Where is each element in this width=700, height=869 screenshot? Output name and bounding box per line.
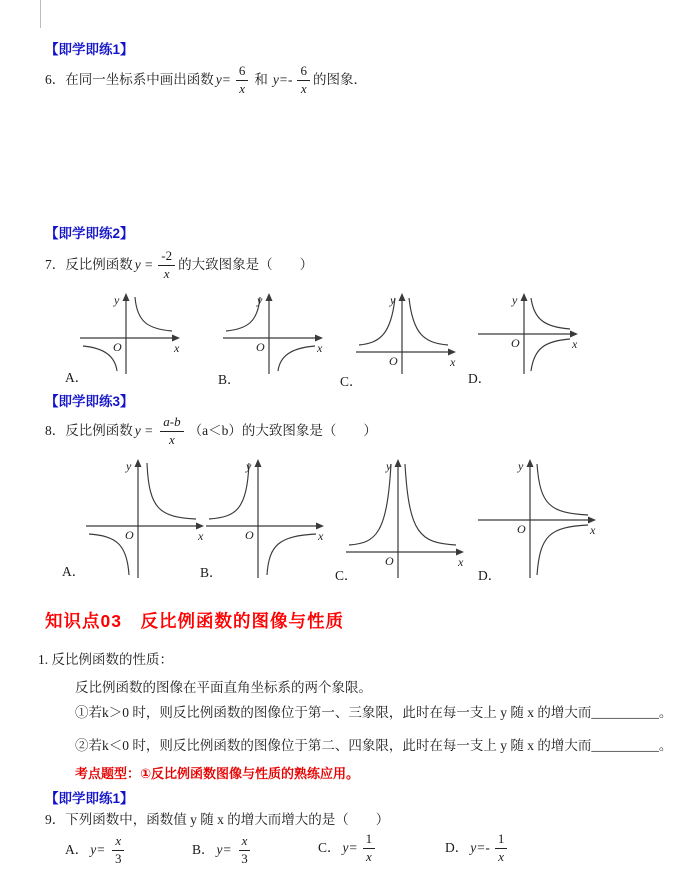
q9-d-label: D． xyxy=(445,839,469,855)
q6-number: 6． xyxy=(45,71,66,87)
kp-line-4: ②若k＜0 时，则反比例函数的图像位于第二、四象限，此时在每一支上 y 随 x 的增大而__________。 xyxy=(75,738,673,753)
q8-option-d-label: D． xyxy=(478,568,502,583)
q7-option-a-label: A． xyxy=(65,370,89,385)
q8-text-2: （a＜b）的大致图象是（ ） xyxy=(188,422,377,438)
q8-frac-numerator: a-b xyxy=(160,415,183,431)
q9-c-numerator: 1 xyxy=(363,832,376,848)
q6-var-1: y= xyxy=(215,71,231,87)
svg-text:x: x xyxy=(174,341,180,355)
kp-line-2: 反比例函数的图像在平面直角坐标系的两个象限。 xyxy=(75,680,372,695)
q8-text-1: 反比例函数 xyxy=(65,422,133,438)
q9-b-fraction xyxy=(237,834,253,866)
q6-text-2: 和 xyxy=(254,71,268,87)
svg-text:x: x xyxy=(198,529,204,543)
q8-frac-denominator: x xyxy=(169,431,175,447)
q6-text-1: 在同一坐标系中画出函数 xyxy=(65,71,214,87)
q8-option-a-label: A． xyxy=(62,564,86,579)
knowledge-point-title: 知识点03 反比例函数的图像与性质 xyxy=(45,611,344,631)
svg-text:x: x xyxy=(458,555,464,569)
svg-text:O: O xyxy=(517,522,526,536)
q9-a-fraction xyxy=(110,834,126,866)
svg-text:O: O xyxy=(511,336,520,350)
svg-text:O: O xyxy=(125,528,134,542)
svg-text:y: y xyxy=(114,293,120,307)
q7-frac-denominator: x xyxy=(163,265,170,281)
q6-fraction-1 xyxy=(236,64,249,96)
q7-option-b-label: B． xyxy=(218,372,241,387)
svg-text:x: x xyxy=(590,523,596,537)
page-margin-artifact xyxy=(40,0,41,28)
q9-d-var: y=- xyxy=(470,839,490,855)
q7-graph-a xyxy=(72,288,184,376)
svg-text:y: y xyxy=(246,459,252,473)
svg-text:O: O xyxy=(113,340,122,354)
q9-option-c xyxy=(318,830,378,866)
q8-number: 8． xyxy=(45,422,66,438)
practice-header-1: 【即学即练1】 xyxy=(45,42,134,57)
q9-option-d xyxy=(445,830,510,866)
svg-text:O: O xyxy=(385,554,394,568)
practice-header-4: 【即学即练1】 xyxy=(45,791,134,806)
q9-b-label: B． xyxy=(192,841,215,857)
kp-exam-type-line: 考点题型：①反比例函数图像与性质的熟练应用。 xyxy=(75,766,360,781)
svg-text:x: x xyxy=(450,355,456,369)
q9-b-numerator: x xyxy=(239,834,251,850)
q7-var: y = xyxy=(134,256,154,272)
q8-option-c-label: C． xyxy=(335,568,358,583)
svg-text:x: x xyxy=(317,341,323,355)
q9-a-label: A． xyxy=(65,841,89,857)
q7-text-2: 的大致图象是（ ） xyxy=(178,256,314,272)
q9-a-var: y= xyxy=(90,841,106,857)
svg-text:x: x xyxy=(318,529,324,543)
q7-option-c-label: C． xyxy=(340,374,363,389)
q9-c-var: y= xyxy=(342,839,358,855)
q8-option-b-label: B． xyxy=(200,565,223,580)
q9-c-denominator: x xyxy=(365,848,372,864)
svg-text:y: y xyxy=(386,459,392,473)
svg-text:O: O xyxy=(245,528,254,542)
q7-option-d-label: D． xyxy=(468,371,492,386)
q9-b-var: y= xyxy=(216,841,232,857)
q9-a-denominator: 3 xyxy=(115,850,122,866)
q9-text: 下列函数中，函数值 y 随 x 的增大而增大的是（ ） xyxy=(65,812,390,827)
q7-number: 7． xyxy=(45,256,66,272)
q7-graph-b xyxy=(215,288,327,376)
q9-option-b xyxy=(192,832,255,868)
svg-text:y: y xyxy=(126,459,132,473)
q9-c-fraction xyxy=(363,832,376,864)
q8-graph-d xyxy=(472,452,600,580)
svg-text:y: y xyxy=(518,459,524,473)
q9-d-numerator: 1 xyxy=(495,832,508,848)
question-7 xyxy=(45,244,313,286)
q6-frac1-numerator: 6 xyxy=(236,64,249,80)
practice-header-3: 【即学即练3】 xyxy=(45,394,134,409)
svg-text:O: O xyxy=(389,354,398,368)
kp-line-3: ①若k＞0 时，则反比例函数的图像位于第一、三象限，此时在每一支上 y 随 x 的增大而__________。 xyxy=(75,705,673,720)
svg-text:x: x xyxy=(572,337,578,351)
svg-text:y: y xyxy=(257,293,263,307)
q6-text-3: 的图象． xyxy=(312,71,367,87)
q6-frac1-denominator: x xyxy=(239,80,245,96)
q8-graph-c xyxy=(340,452,468,580)
q9-number: 9． xyxy=(45,812,66,827)
q8-fraction xyxy=(158,415,185,447)
practice-header-2: 【即学即练2】 xyxy=(45,226,134,241)
q6-frac2-numerator: 6 xyxy=(297,64,310,80)
q7-frac-numerator: -2 xyxy=(158,249,175,265)
svg-text:y: y xyxy=(512,293,518,307)
q9-a-numerator: x xyxy=(112,834,124,850)
q7-text-1: 反比例函数 xyxy=(65,256,133,272)
q6-frac2-denominator: x xyxy=(300,80,307,96)
kp-line-1: 1. 反比例函数的性质： xyxy=(38,652,173,667)
q7-graph-c xyxy=(348,288,460,376)
q8-graph-a xyxy=(80,452,208,580)
q6-var-2: y=- xyxy=(272,71,293,87)
q7-fraction xyxy=(158,249,175,281)
q7-graph-d xyxy=(470,288,582,376)
q9-d-denominator: x xyxy=(498,848,504,864)
question-6 xyxy=(45,60,367,100)
svg-text:O: O xyxy=(256,340,265,354)
q9-b-denominator: 3 xyxy=(241,850,248,866)
question-8 xyxy=(45,410,377,452)
q9-c-label: C． xyxy=(318,839,341,855)
q9-d-fraction xyxy=(495,832,508,864)
q6-fraction-2 xyxy=(297,64,310,96)
svg-text:y: y xyxy=(390,293,396,307)
q8-var: y = xyxy=(134,422,154,438)
q9-option-a xyxy=(65,832,129,868)
question-9 xyxy=(45,810,389,830)
